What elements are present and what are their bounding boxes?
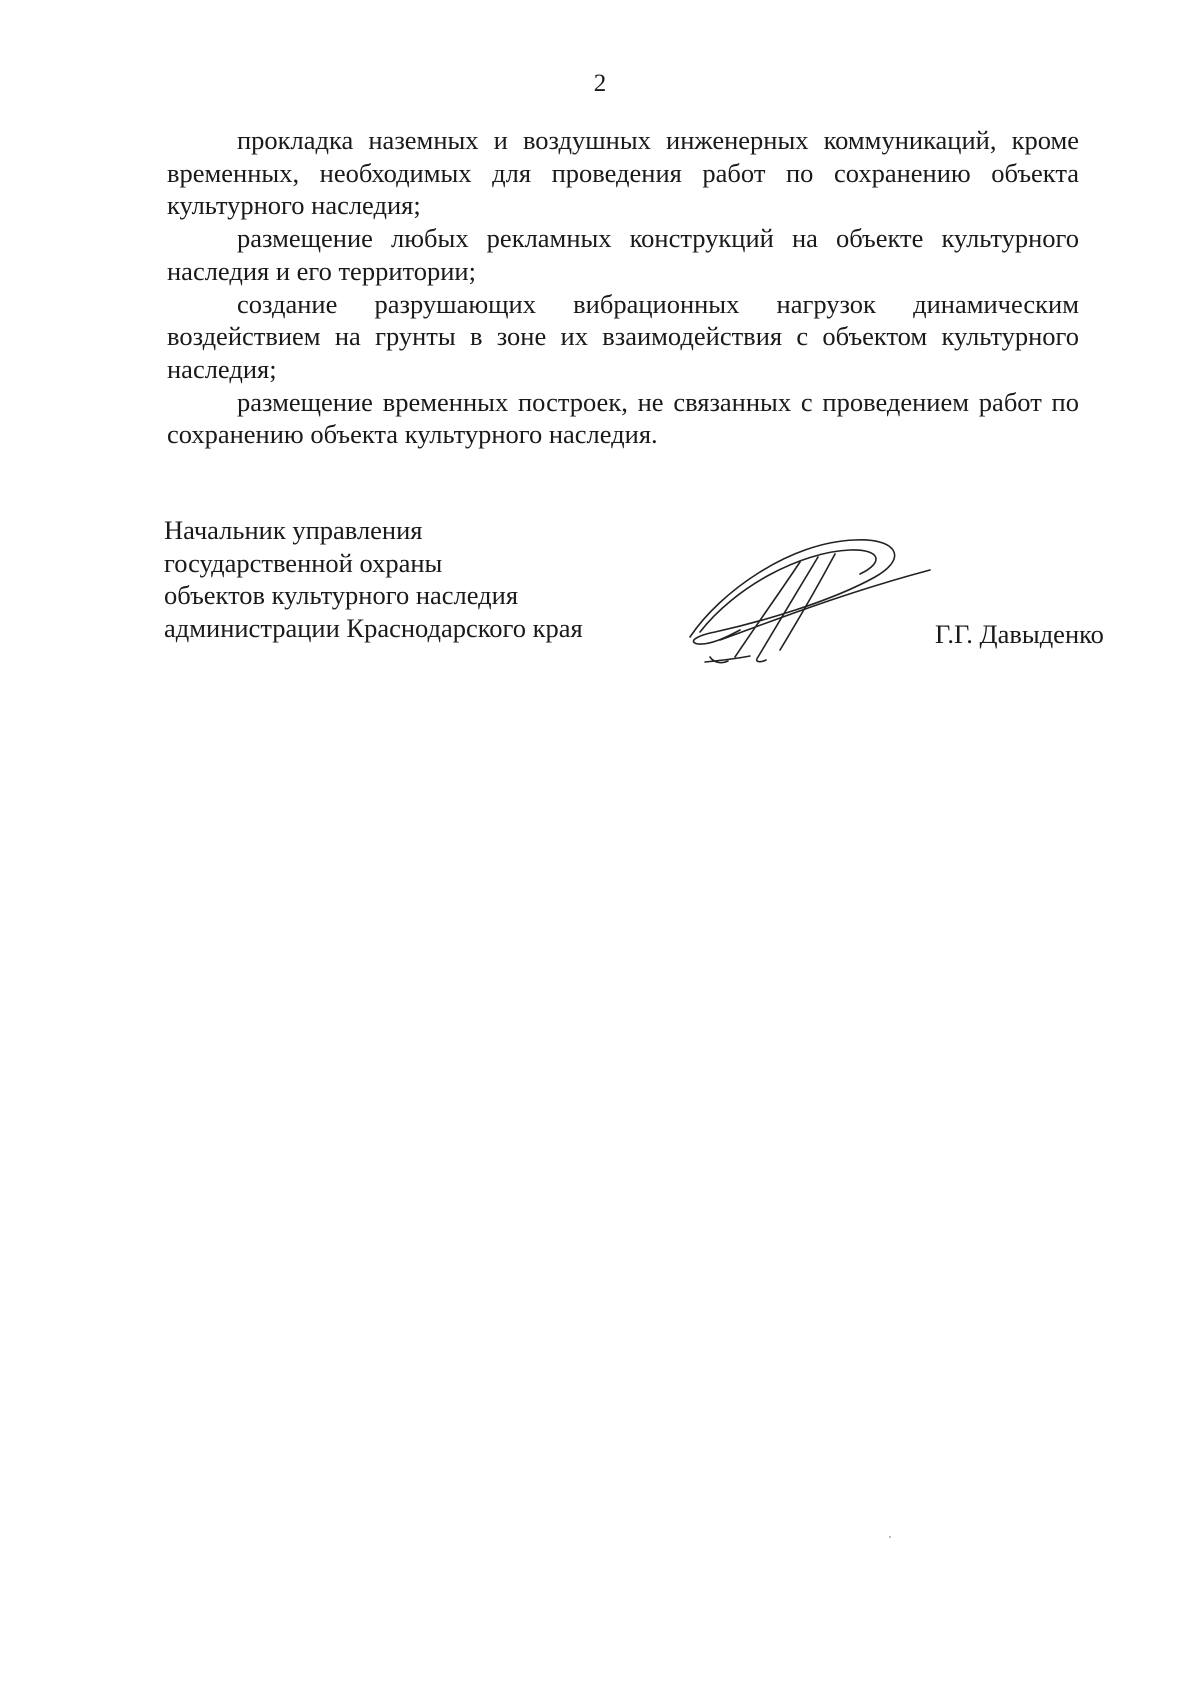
signatory-position — [164, 514, 664, 644]
handwritten-signature — [680, 532, 940, 672]
scan-artifact — [889, 1536, 891, 1538]
paragraph-communications: прокладка наземных и воздушных инженерных коммуникаций, кроме временных, необходимых для проведения работ по сохранению объекта культурного наследия; — [167, 125, 1079, 221]
position-line: объектов культурного наследия — [164, 580, 519, 610]
position-line: государственной охраны — [164, 547, 443, 578]
body-text — [167, 124, 1079, 451]
paragraph-advertising: размещение любых рекламных конструкций на объекте культурного наследия и его территории; — [167, 223, 1079, 286]
paragraph-vibration: создание разрушающих вибрационных нагрузок динамическим воздействием на грунты в зоне их взаимодействия с объектом культурного наследия; — [167, 288, 1079, 384]
position-line: администрации Краснодарского края — [164, 612, 583, 643]
signatory-name: Г.Г. Давыденко — [935, 619, 1104, 649]
position-line: Начальник управления — [164, 515, 423, 545]
page-number: 2 — [593, 70, 607, 97]
paragraph-temporary-buildings: размещение временных построек, не связанных с проведением работ по сохранению объекта культурного наследия. — [167, 386, 1079, 450]
